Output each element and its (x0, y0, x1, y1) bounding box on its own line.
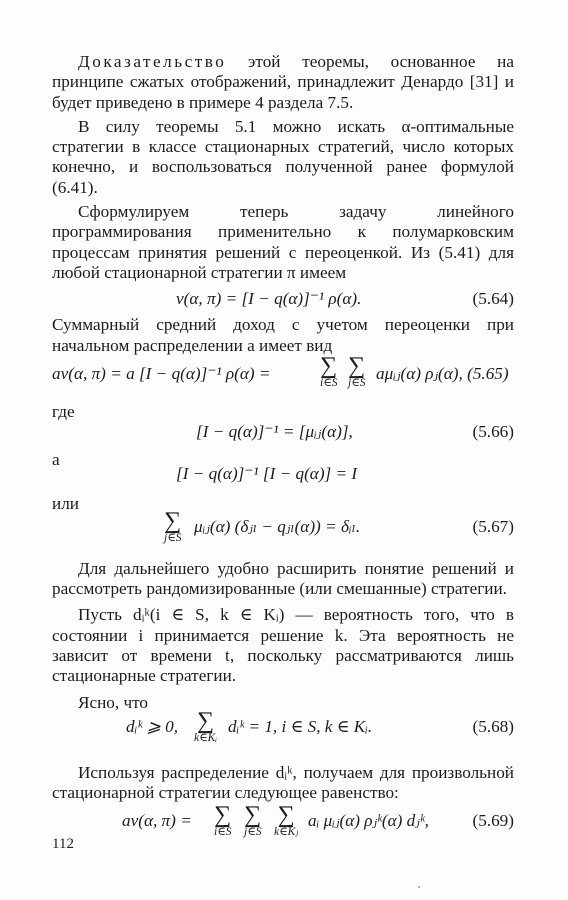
scan-speck (418, 886, 420, 888)
equation-body: [I − q(α)]⁻¹ = [μᵢⱼ(α)], (196, 422, 353, 442)
paragraph-proof (52, 52, 514, 113)
equation-number: (5.64) (472, 289, 514, 309)
sum-limit: k∈Kⱼ (274, 826, 299, 839)
equation-right: aᵢ μᵢⱼ(α) ρⱼᵏ(α) dⱼᵏ, (308, 811, 429, 831)
equation-right: aμᵢⱼ(α) ρⱼ(α), (5.65) (376, 363, 509, 383)
proof-lead: Доказательство (78, 52, 227, 71)
sum-j: ∑ j∈S (348, 352, 366, 389)
sum-limit: j∈S (244, 826, 262, 839)
paragraph-distribution: Используя распределение dᵢᵏ, получаем для произвольной стационарной стратегии следующее равенство: (52, 762, 514, 803)
sum-i: ∑ i∈S (214, 802, 232, 839)
word-a: а (52, 450, 60, 470)
sum-limit: j∈S (164, 531, 182, 544)
equation-left: av(α, π) = (122, 811, 192, 831)
sum-i: ∑ i∈S (320, 352, 338, 389)
sum-limit: j∈S (348, 376, 366, 389)
equation-5-65 (52, 352, 514, 400)
equation-5-68 (52, 707, 514, 759)
equation-identity (52, 464, 514, 494)
equation-left: av(α, π) = a [I − q(α)]⁻¹ ρ(α) = (52, 363, 271, 383)
equation-number: (5.66) (472, 422, 514, 442)
equation-number: (5.68) (472, 716, 514, 736)
paragraph-clear: Ясно, что (78, 692, 149, 712)
equation-right: dᵢᵏ = 1, i ∈ S, k ∈ Kᵢ. (228, 716, 373, 736)
page-body (52, 52, 514, 851)
sum-limit: i∈S (214, 826, 232, 839)
sum-k: ∑ k∈Kᵢ (194, 707, 218, 744)
equation-left: dᵢᵏ ⩾ 0, (126, 716, 179, 736)
sum-k: ∑ k∈Kⱼ (274, 802, 299, 839)
paragraph-theorem: В силу теоремы 5.1 можно искать α-оптимальные стратегии в классе стационарных стратегий, число которых конечно, и воспользоваться полученной ранее формулой (6.41). (52, 116, 514, 197)
equation-5-67 (52, 507, 514, 555)
sum-limit: k∈Kᵢ (194, 731, 218, 744)
word-ili: или (52, 494, 79, 514)
paragraph-income: Суммарный средний доход с учетом переоценки при начальном распределении a имеет вид (52, 315, 514, 355)
paragraph-formulate: Сформулируем теперь задачу линейного программирования применительно к полумарковским процессам принятия решений с переоценкой. Из (5.41) для любой стационарной стратегии π имеем (52, 202, 514, 282)
equation-number: (5.69) (472, 811, 514, 831)
page-number: 112 (52, 836, 74, 852)
proof-text: этой теоремы, основанное на принципе сжатых отображений, принадлежит Денардо [31] и будет приведено в примере 4 раздела 7.5. (52, 52, 515, 112)
equation-body: v(α, π) = [I − q(α)]⁻¹ ρ(α). (176, 289, 362, 309)
word-gde: где (52, 401, 75, 421)
paragraph-randomized: Для дальнейшего удобно расширить понятие решений и рассмотреть рандомизированные (или смешанные) стратегии. (52, 558, 514, 599)
equation-5-69 (52, 803, 514, 851)
equation-body: [I − q(α)]⁻¹ [I − q(α)] = I (176, 464, 358, 484)
equation-number: (5.67) (472, 516, 514, 536)
sum-j: ∑ j∈S (244, 802, 262, 839)
sum-limit: i∈S (320, 376, 338, 389)
sum-j: ∑ j∈S (164, 507, 182, 544)
equation-5-64 (52, 283, 514, 315)
paragraph-probability: Пусть dᵢᵏ(i ∈ S, k ∈ Kᵢ) — вероятность того, что в состоянии i принимается решение k. Эта вероятность не зависит от времени t, поскольку рассматриваются лишь стационарные стратегии. (52, 605, 514, 686)
equation-5-66 (52, 422, 514, 450)
equation-body: μᵢⱼ(α) (δⱼₗ − qⱼₗ(α)) = δᵢₗ. (194, 516, 361, 536)
